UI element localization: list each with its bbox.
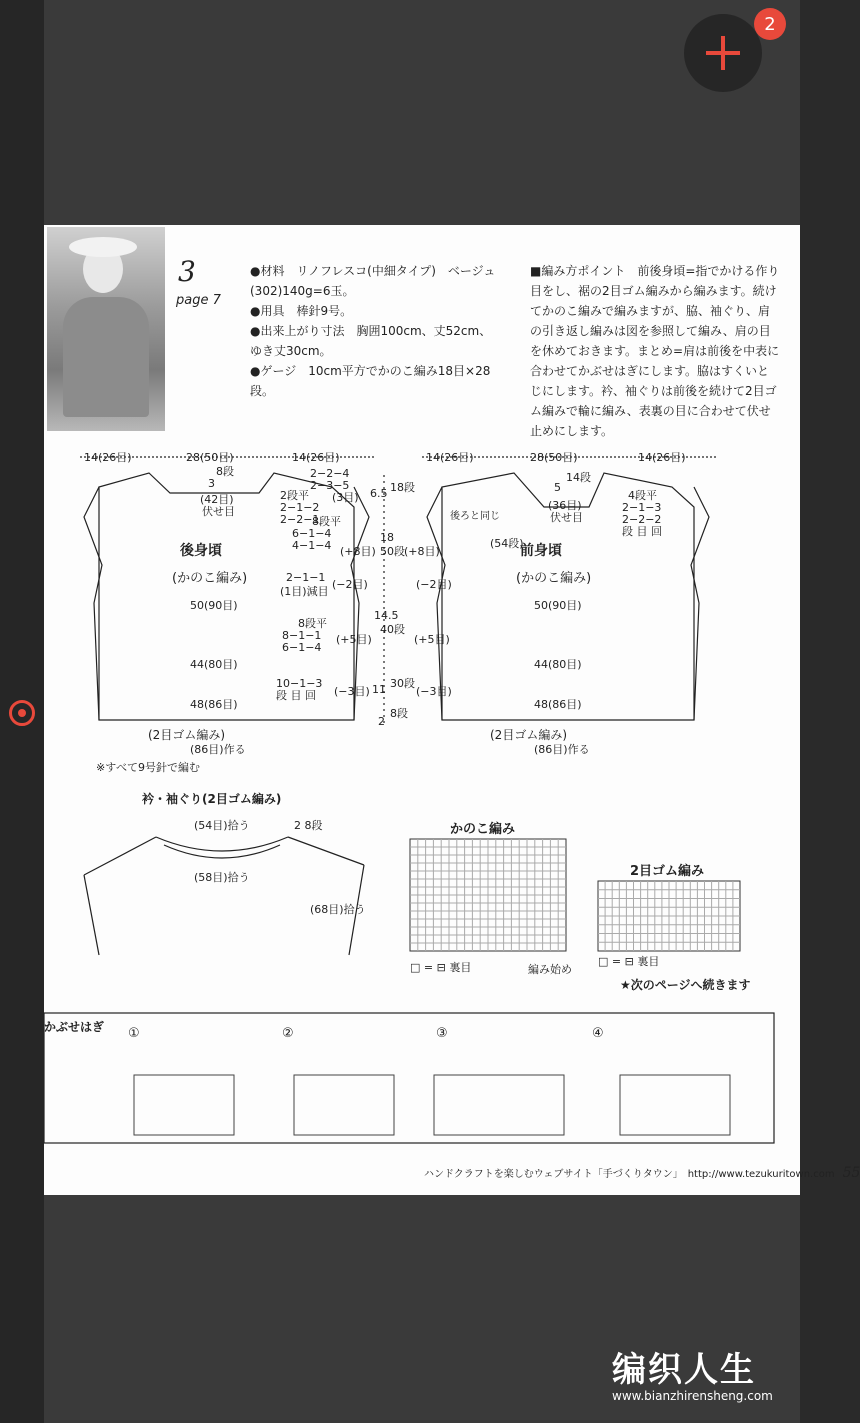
front-neck-e: (54段) [490,537,524,550]
add-button[interactable] [684,14,762,92]
front-top-right: 14(26目) [638,451,686,464]
back-width-0: 50(90目) [190,599,238,612]
back-side-5: 8−1−1 [282,629,322,642]
back-sh-7: 6−1−4 [292,527,332,540]
materials-line: ●用具 棒針9号。 [250,304,353,318]
collar-title: 衿・袖ぐり(2目ゴム編み) [142,792,282,806]
center-3: 50段 [380,545,405,558]
notification-badge: 2 [754,8,786,40]
front-neck-c: (36目) [548,499,582,512]
back-cast: (86目)作る [190,743,246,756]
front-top-mid: 28(50目) [530,451,578,464]
collar-neck [156,837,288,851]
page-footer [424,1165,860,1181]
back-side-7: (+5目) [336,633,372,646]
back-side-6: 6−1−4 [282,641,322,654]
back-side-2: (1目)減目 [280,585,329,598]
back-side-4: 8段平 [298,617,327,630]
back-neck-b: 8段 [216,465,234,478]
front-neck-b: 14段 [566,471,591,484]
continued-note: ★次のページへ続きます [620,978,751,992]
back-sh-0: 2−2−4 [310,467,350,480]
back-sh-6: 8段平 [312,515,341,528]
back-sh-1: 2−3−5 [310,479,350,492]
back-sh-2: (3目) [332,491,359,504]
front-side-0: 後ろと同じ [450,511,500,522]
back-neck-c: (42目) [200,493,234,506]
back-title: 後身頃 [180,543,222,559]
back-sh-5: 2−2−1 [280,513,320,526]
back-sh-3: 2段平 [280,489,309,502]
kabuse-step-1: ① [128,1026,140,1041]
front-top-left: 14(26目) [426,451,474,464]
front-sh-2: 2−2−2 [622,513,662,526]
materials-line: ●出来上がり寸法 胸囲100cm、丈52cm、ゆき丈30cm。 [250,324,492,358]
back-side-3: (−2目) [332,578,368,591]
left-sleeve [84,875,99,955]
front-sh-0: 4段平 [628,489,657,502]
back-sh-4: 2−1−2 [280,501,320,514]
back-side-10: (−3目) [334,685,370,698]
page-ref: page 7 [176,293,221,308]
back-neck-d: 伏せ目 [202,505,235,518]
kabuse-box [44,1013,774,1143]
kabuse-step-4: ④ [592,1026,604,1041]
kabuse-title: かぶせはぎ [44,1020,105,1034]
back-side-1: 2−1−1 [286,571,326,584]
front-sh-3: 段 目 回 [622,525,662,538]
kanoko-legend: □ = ⊟ 裏目 [410,961,472,974]
target-icon[interactable] [9,700,35,726]
front-neck-a: 5 [554,481,561,494]
front-cast: (86目)作る [534,743,590,756]
target-dot [18,709,26,717]
front-side-2: (−2目) [416,578,452,591]
footer-text[interactable]: ハンドクラフトを楽しむウェブサイト「手づくりタウン」 http://www.tezukuritown.com [424,1169,835,1180]
rib-legend: □ = ⊟ 裏目 [598,955,660,968]
back-rib: (2目ゴム編み) [148,728,225,742]
center-8: 2 [378,715,385,728]
kabuse-step-3: ③ [436,1026,448,1041]
front-title: 前身頃 [520,543,562,559]
back-top-mid: 28(50目) [186,451,234,464]
watermark-url: www.bianzhirensheng.com [612,1389,773,1403]
materials-line: ●ゲージ 10cm平方でかのこ編み18目×28段。 [250,364,491,398]
rib-title: 2目ゴム編み [630,864,705,879]
back-sh-8: 4−1−4 [292,539,332,552]
center-4: 14.5 [374,609,399,622]
back-side-0: (+8目) [340,545,376,558]
front-sh-1: 2−1−3 [622,501,662,514]
center-0: 6.5 [370,487,388,500]
center-2: 18 [380,531,394,544]
pattern-page [44,225,860,1195]
collar-pick1: (54目)拾う [194,819,250,832]
front-neck-d: 伏せ目 [550,511,583,524]
collar-sleeve: (68目)拾う [310,903,366,916]
center-7: 30段 [390,677,415,690]
page-number: 55 [842,1165,860,1181]
front-side-1: (+8目) [404,545,440,558]
needle-note: ※すべて9号針で編む [96,761,200,774]
center-1: 18段 [390,481,415,494]
materials-line: ●材料 リノフレスコ(中細タイプ) ベージュ(302)140g=6玉。 [250,264,496,298]
back-neck-a: 3 [208,477,215,490]
center-9: 8段 [390,707,408,720]
center-6: 11 [372,683,386,696]
collar-pick2: (58目)拾う [194,871,250,884]
pattern-number: 3 [178,255,196,288]
schematic-diagrams [44,225,800,1195]
left-shoulder [84,837,156,875]
center-5: 40段 [380,623,405,636]
kanoko-start: 編み始め [528,963,572,976]
front-rib: (2目ゴム編み) [490,728,567,742]
back-stitch: (かのこ編み) [172,571,248,586]
right-shoulder [288,837,364,865]
instructions-block: ■編み方ポイント 前後身頃=指でかける作り目をし、裾の2目ゴム編みから編みます。続けてかのこ編みで編みますが、脇、袖ぐり、肩の引き返し編みは図を参照して編み、肩の目を休めておきます。まとめ=肩は前後を中表に合わせてかぶせはぎにします。脇はすくいとじにします。衿、袖ぐりは前後を続けて2目ゴム編みで輪に編み、表裏の目に合わせて伏せ止めにします。 [530,264,780,438]
back-top-left: 14(26目) [84,451,132,464]
front-width-0: 50(90目) [534,599,582,612]
front-side-3: (+5目) [414,633,450,646]
front-width-1: 44(80目) [534,658,582,671]
front-side-4: (−3目) [416,685,452,698]
side-rail [0,0,44,1423]
plus-icon [706,36,740,70]
front-width-2: 48(86目) [534,698,582,711]
kanoko-title: かのこ編み [450,822,516,837]
kabuse-illustrations [134,1075,730,1135]
back-width-1: 44(80目) [190,658,238,671]
watermark [612,1342,773,1403]
back-side-8: 10−1−3 [276,677,323,690]
kabuse-step-2: ② [282,1026,294,1041]
collar-rows: 2 8段 [294,819,323,832]
watermark-logo: 编织人生 [612,1350,756,1390]
back-width-2: 48(86目) [190,698,238,711]
back-side-9: 段 目 回 [276,689,316,702]
front-stitch: (かのこ編み) [516,571,592,586]
back-top-right: 14(26目) [292,451,340,464]
